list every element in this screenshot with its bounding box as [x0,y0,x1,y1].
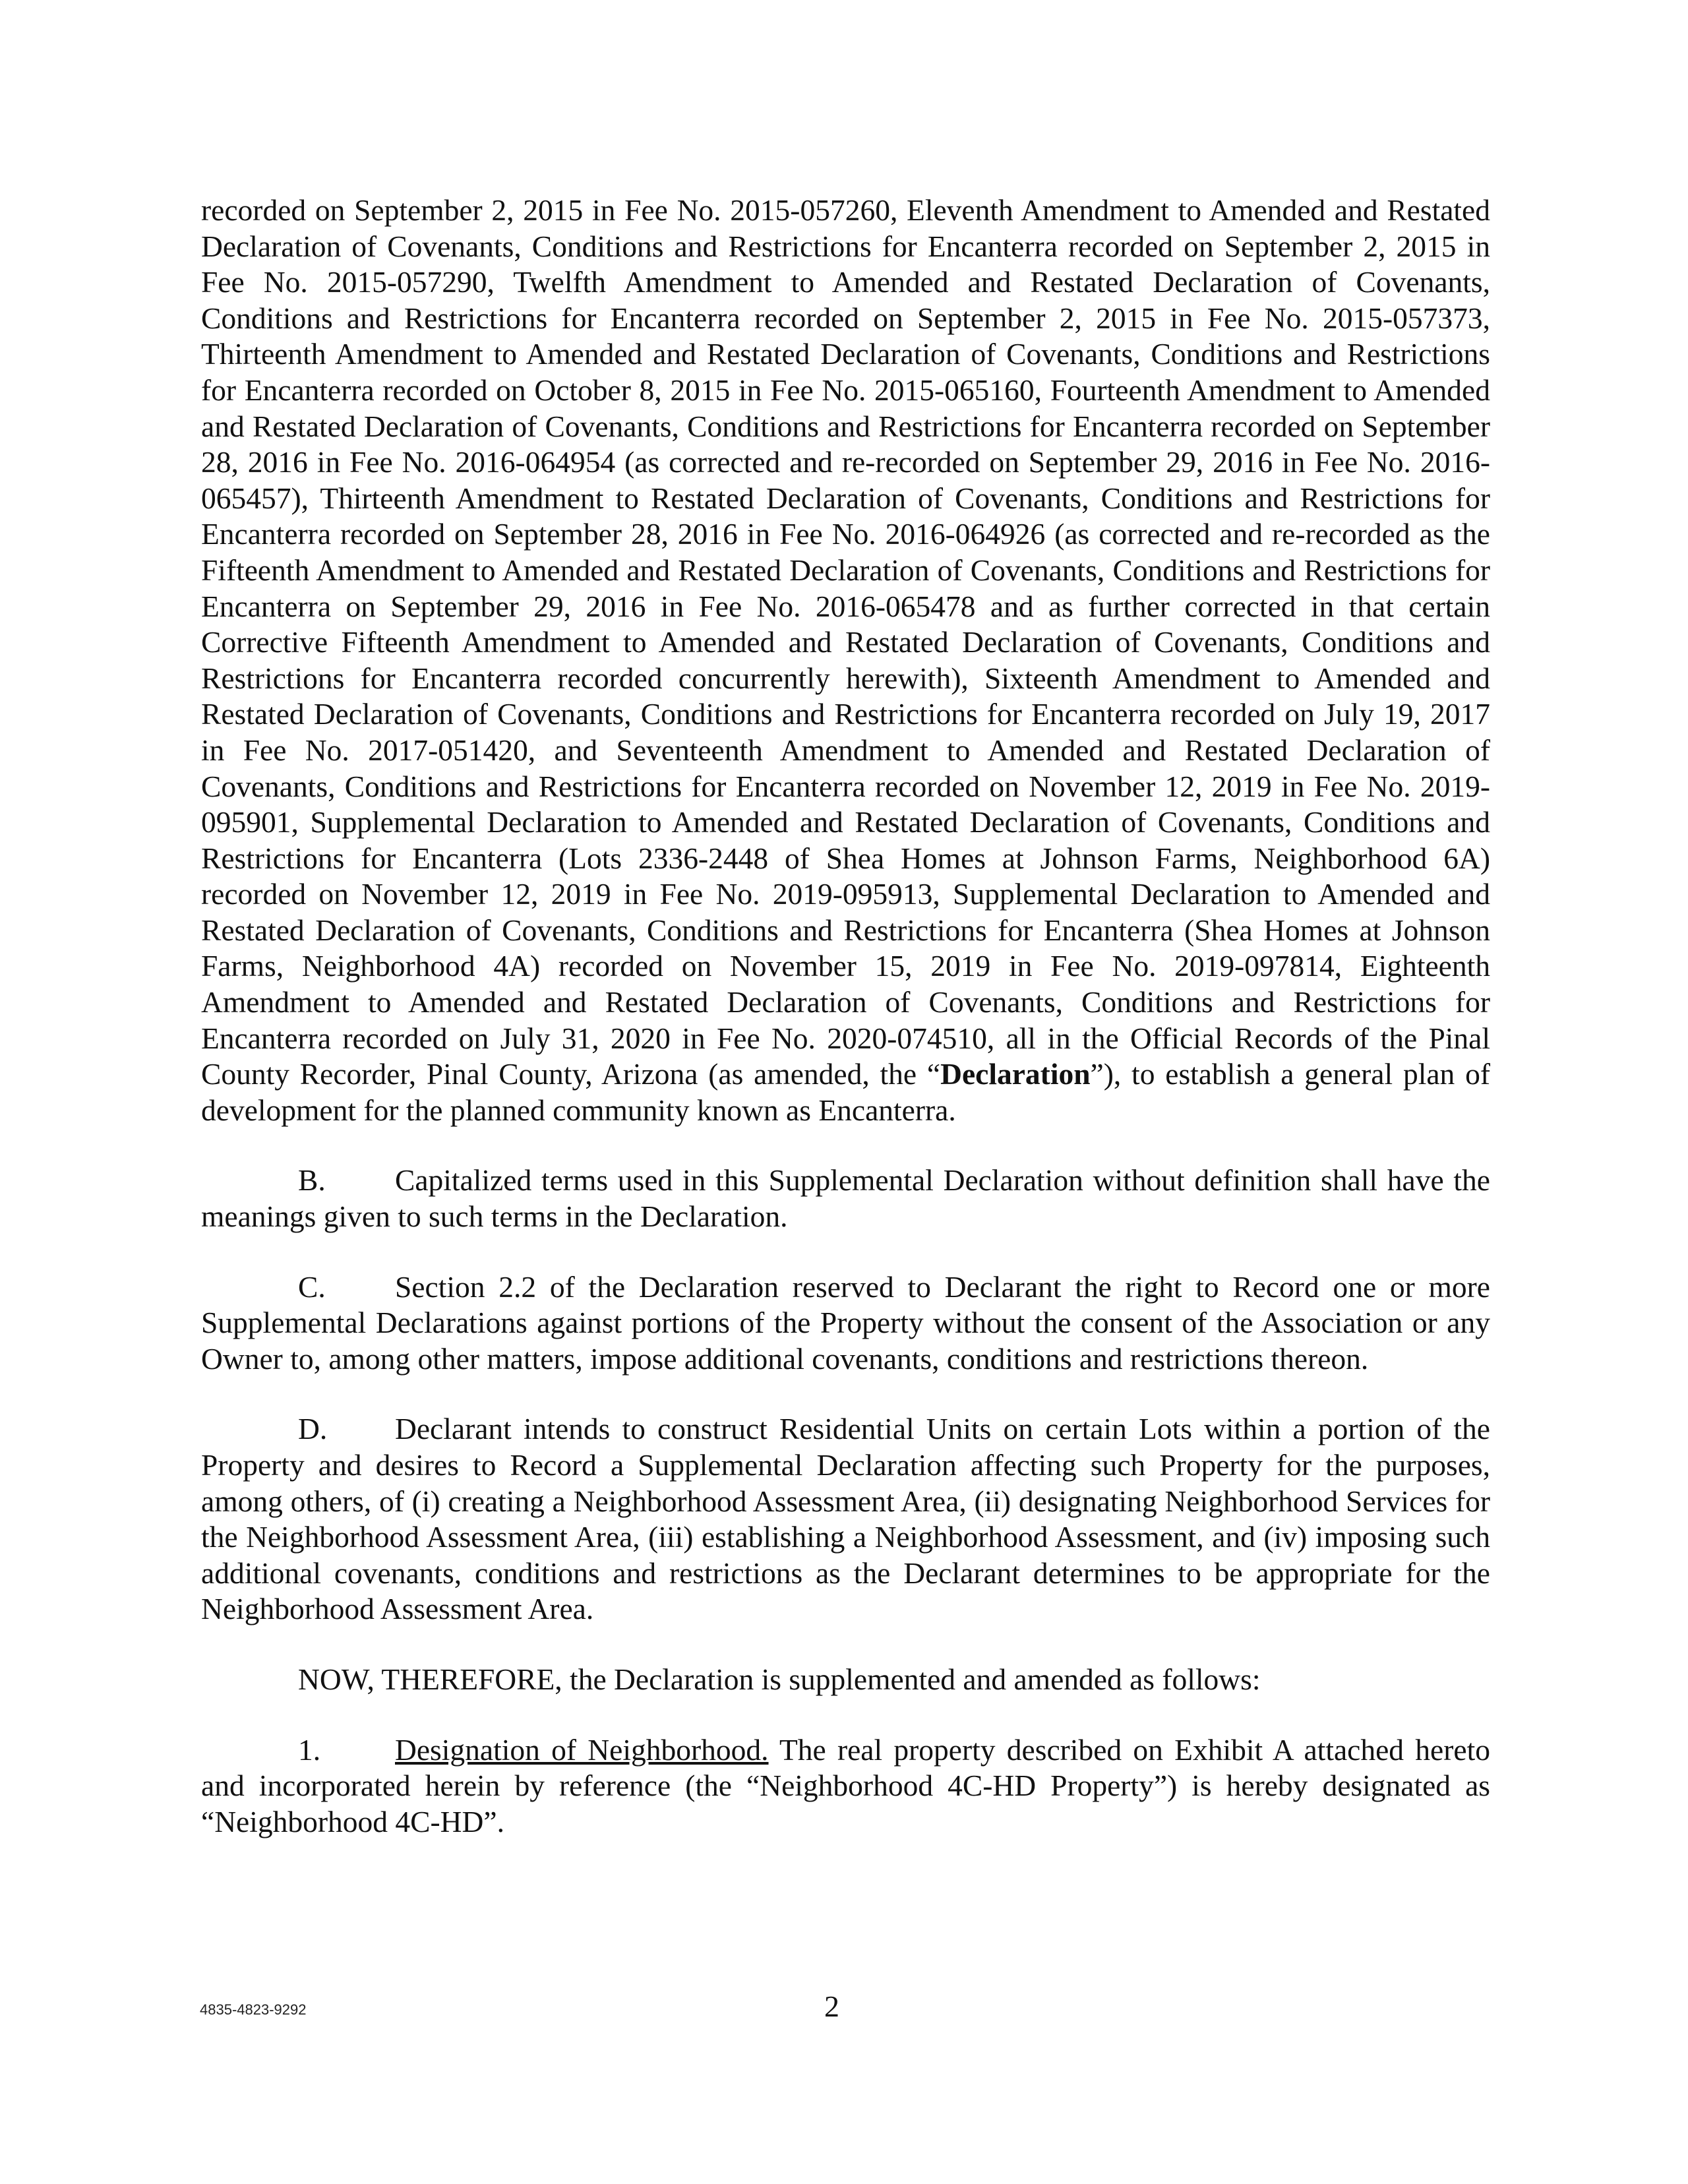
document-body [201,193,1490,1840]
recital-b [201,1163,1490,1234]
recital-d-text: Declarant intends to construct Residential Units on certain Lots within a portion of the Property and desires to Record a Supplemental Declaration affecting such Property for the purposes, among others, of (i) creating a Neighborhood Assessment Area, (ii) designating Neighborhood Services for the Neighborhood Assessment Area, (iii) establishing a Neighborhood Assessment, and (iv) imposing such additional covenants, conditions and restrictions as the Declarant determines to be appropriate for the Neighborhood Assessment Area. [201,1412,1490,1626]
recital-b-marker: B. [298,1163,326,1198]
recital-d-marker: D. [298,1412,328,1446]
recital-b-text: Capitalized terms used in this Supplemental Declaration without definition shall have the meanings given to such terms in the Declaration. [201,1163,1490,1234]
recital-c-text: Section 2.2 of the Declaration reserved to Declarant the right to Record one or more Supplemental Declarations against portions of the Property without the consent of the Association or any Owner to, among other matters, impose additional covenants, conditions and restrictions thereon. [201,1269,1490,1376]
declaration-defined-term: Declaration [940,1057,1091,1091]
section-1-marker: 1. [298,1732,321,1767]
recital-a-continuation [201,193,1490,1128]
section-1-heading: Designation of Neighborhood. [395,1732,769,1767]
recital-a-text-end: ”), to establish a general plan of development for the planned community known as Encanterra. [201,1057,1490,1127]
now-therefore-clause: NOW, THEREFORE, the Declaration is supplemented and amended as follows: [298,1662,1261,1696]
section-1-text: The real property described on Exhibit A attached hereto and incorporated herein by reference (the “Neighborhood 4C-HD Property”) is hereby designated as “Neighborhood 4C-HD”. [201,1732,1490,1838]
page-number: 2 [824,1989,839,2023]
recital-c [201,1269,1490,1378]
recital-c-marker: C. [298,1269,326,1304]
recital-d [201,1411,1490,1627]
document-id: 4835-4823-9292 [200,2001,307,2018]
recital-a-text: recorded on September 2, 2015 in Fee No. 2015-057260, Eleventh Amendment to Amended and Restated Declaration of Covenants, Conditions and Restrictions for Encanterra recorded on September 2, 2015 in Fee No. 2015-057290, Twelfth Amendment to Amended and Restated Declaration of Covenants, Conditions and Restrictions for Encanterra recorded on September 2, 2015 in Fee No. 2015-057373, Thirteenth Amendment to Amended and Restated Declaration of Covenants, Conditions and Restrictions for Encanterra recorded on October 8, 2015 in Fee No. 2015-065160, Fourteenth Amendment to Amended and Restated Declaration of Covenants, Conditions and Restrictions for Encanterra recorded on September 28, 2016 in Fee No. 2016-064954 (as corrected and re-recorded on September 29, 2016 in Fee No. 2016-065457), Thirteenth Amendment to Restated Declaration of Covenants, Conditions and Restrictions for Encanterra recorded on September 28, 2016 in Fee No. 2016-064926 (as corrected and re-recorded as the Fifteenth Amendment to Amended and Restated Declaration of Covenants, Conditions and Restrictions for Encanterra on September 29, 2016 in Fee No. 2016-065478 and as further corrected in that certain Corrective Fifteenth Amendment to Amended and Restated Declaration of Covenants, Conditions and Restrictions for Encanterra recorded concurrently herewith), Sixteenth Amendment to Amended and Restated Declaration of Covenants, Conditions and Restrictions for Encanterra recorded on July 19, 2017 in Fee No. 2017-051420, and Seventeenth Amendment to Amended and Restated Declaration of Covenants, Conditions and Restrictions for Encanterra recorded on November 12, 2019 in Fee No. 2019-095901, Supplemental Declaration to Amended and Restated Declaration of Covenants, Conditions and Restrictions for Encanterra (Lots 2336-2448 of Shea Homes at Johnson Farms, Neighborhood 6A) recorded on November 12, 2019 in Fee No. 2019-095913, Supplemental Declaration to Amended and Restated Declaration of Covenants, Conditions and Restrictions for Encanterra (Shea Homes at Johnson Farms, Neighborhood 4A) recorded on November 15, 2019 in Fee No. 2019-097814, Eighteenth Amendment to Amended and Restated Declaration of Covenants, Conditions and Restrictions for Encanterra recorded on July 31, 2020 in Fee No. 2020-074510, all in the Official Records of the Pinal County Recorder, Pinal County, Arizona (as amended, the “ [201,193,1490,1091]
section-1 [201,1732,1490,1840]
